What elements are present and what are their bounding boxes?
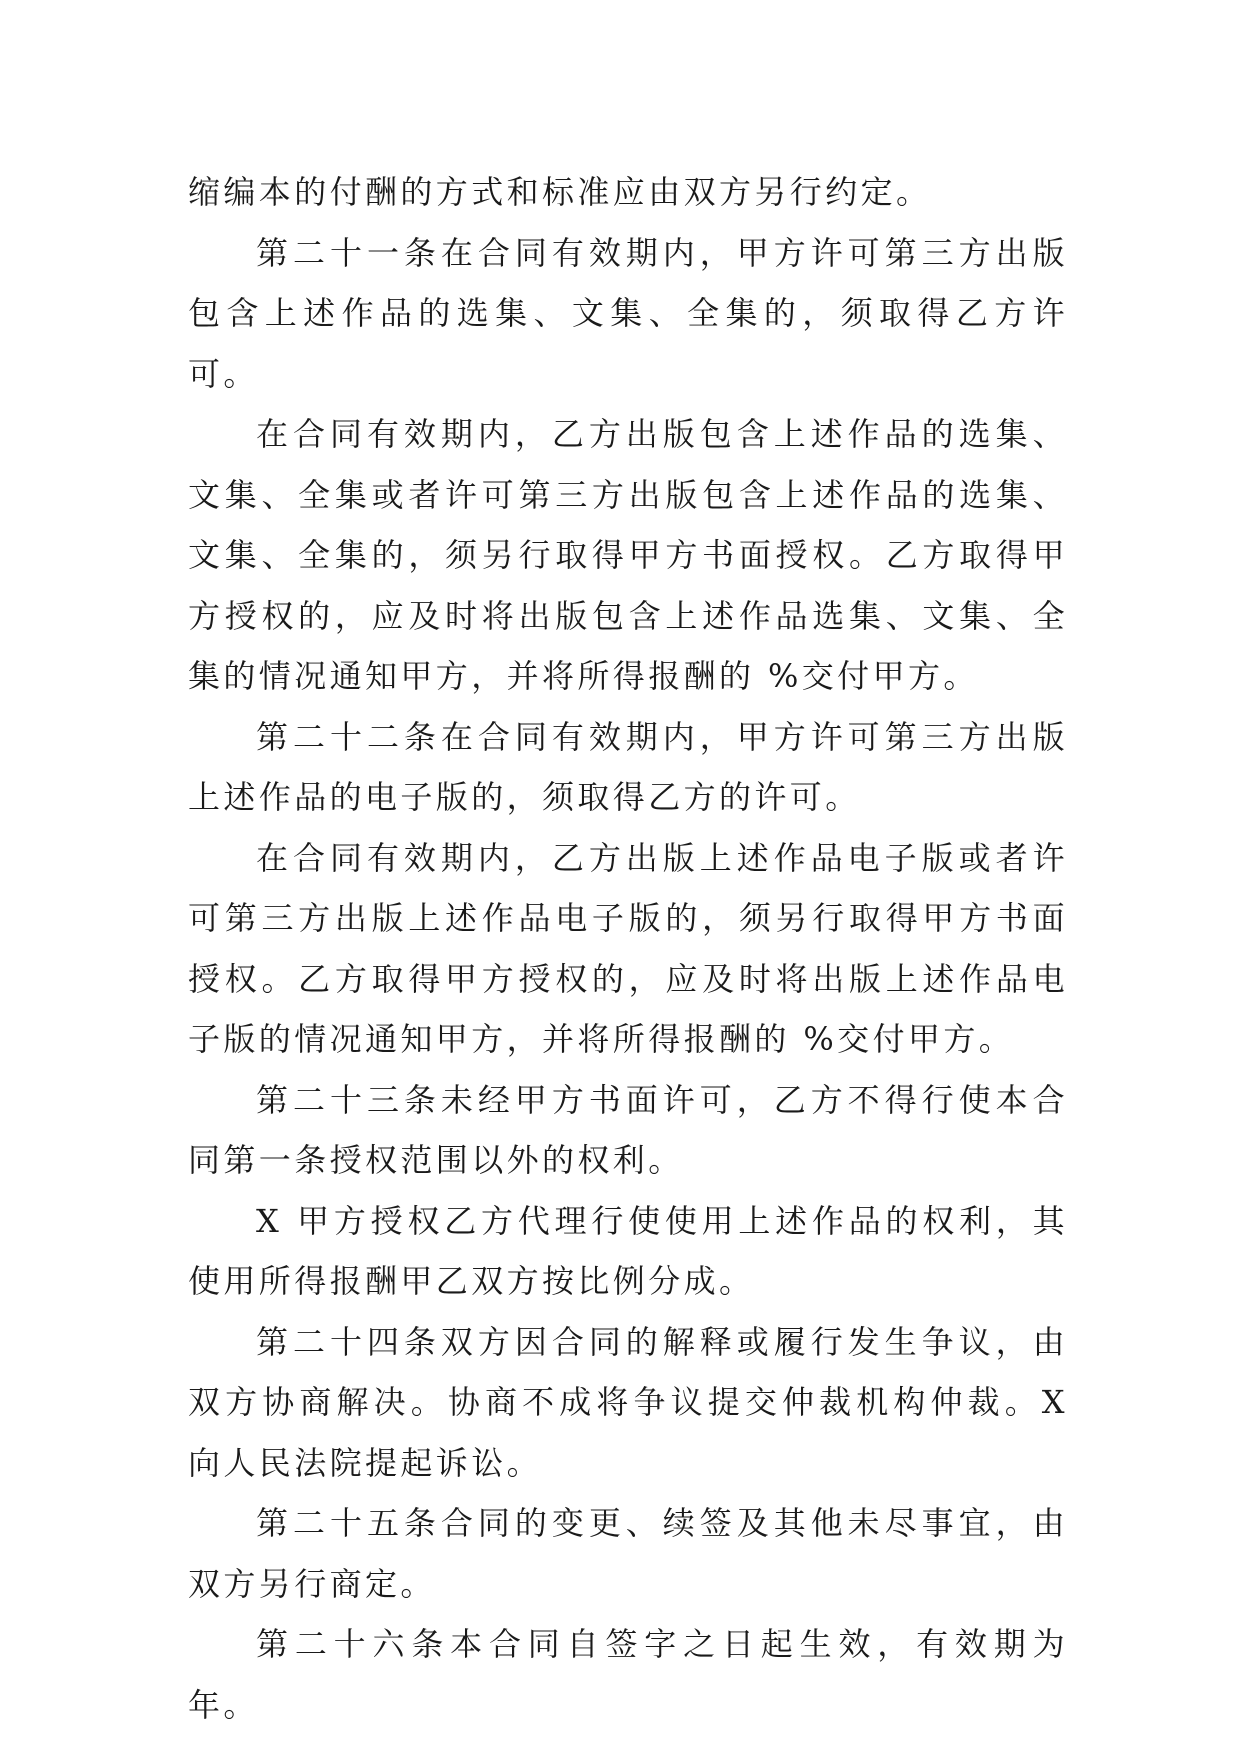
document-body — [188, 162, 1068, 1735]
paragraph-article-26: 第二十六条本合同自签字之日起生效，有效期为 年。 — [188, 1625, 1068, 1724]
paragraph: 在合同有效期内，乙方出版上述作品电子版或者许可第三方出版上述作品电子版的，须另行取得甲方书面授权。乙方取得甲方授权的，应及时将出版上述作品电子版的情况通知甲方，并将所得报酬的 %交付甲方。 — [188, 838, 1068, 1058]
paragraph-article-23: 第二十三条未经甲方书面许可，乙方不得行使本合同第一条授权范围以外的权利。 — [188, 1080, 1068, 1179]
paragraph: 在合同有效期内，乙方出版包含上述作品的选集、文集、全集或者许可第三方出版包含上述作品的选集、文集、全集的，须另行取得甲方书面授权。乙方取得甲方授权的，应及时将出版包含上述作品选集、文集、全集的情况通知甲方，并将所得报酬的 %交付甲方。 — [188, 415, 1068, 695]
paragraph-article-24: 第二十四条双方因合同的解释或履行发生争议，由双方协商解决。协商不成将争议提交仲裁机构仲裁。X 向人民法院提起诉讼。 — [188, 1322, 1068, 1482]
paragraph-article-22: 第二十二条在合同有效期内，甲方许可第三方出版上述作品的电子版的，须取得乙方的许可。 — [188, 717, 1068, 816]
paragraph-article-25: 第二十五条合同的变更、续签及其他未尽事宜，由双方另行商定。 — [188, 1504, 1068, 1603]
paragraph: X 甲方授权乙方代理行使使用上述作品的权利，其使用所得报酬甲乙双方按比例分成。 — [188, 1201, 1068, 1300]
paragraph-article-21: 第二十一条在合同有效期内，甲方许可第三方出版包含上述作品的选集、文集、全集的，须取得乙方许可。 — [188, 233, 1068, 393]
paragraph: 缩编本的付酬的方式和标准应由双方另行约定。 — [188, 173, 932, 211]
